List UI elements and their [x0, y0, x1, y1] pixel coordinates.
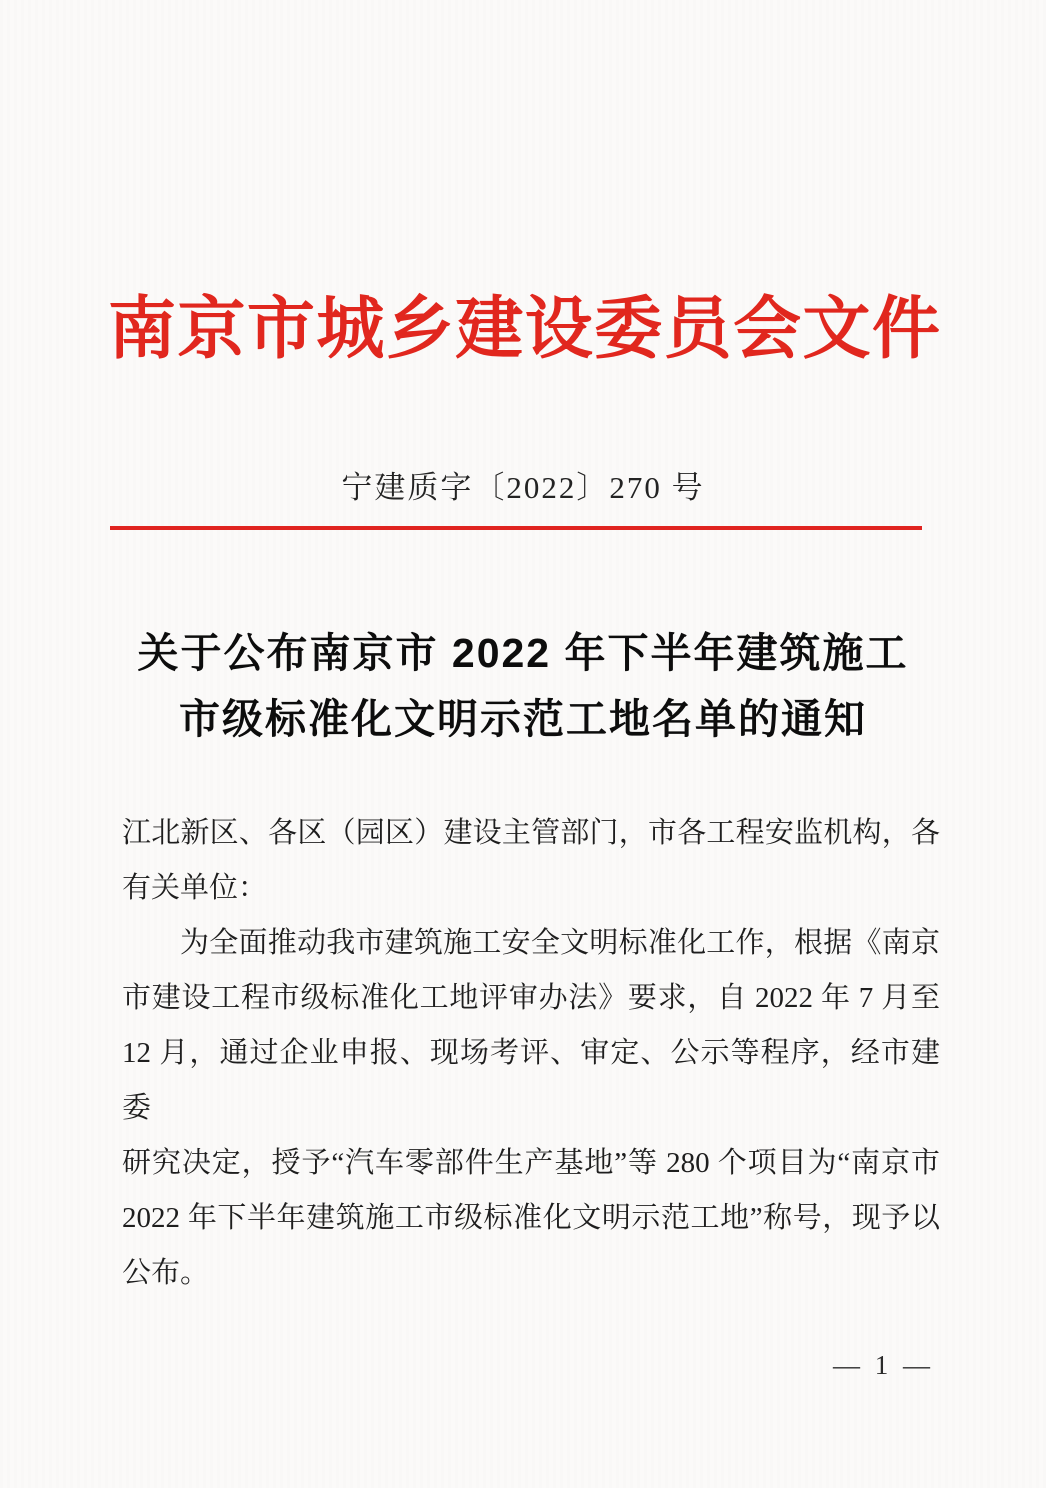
- red-separator-rule: [110, 526, 922, 530]
- body-line: 2022 年下半年建筑施工市级标准化文明示范工地”称号，现予以: [122, 1202, 940, 1234]
- body-line: 12 月，通过企业申报、现场考评、审定、公示等程序，经市建委: [122, 1037, 940, 1124]
- body-line: 有关单位：: [122, 872, 268, 904]
- page-number: — 1 —: [833, 1350, 934, 1380]
- red-header-org-title: 南 京 市 城 乡 建 设 委 员 会 文 件: [108, 291, 940, 367]
- body-line: 江北新区、各区（园区）建设主管部门，市各工程安监机构，各: [122, 817, 940, 849]
- body-text-block: [122, 806, 940, 1301]
- body-line: 为全面推动我市建筑施工安全文明标准化工作，根据《南京: [180, 927, 940, 959]
- body-line: 市建设工程市级标准化工地评审办法》要求，自 2022 年 7 月至: [122, 982, 940, 1014]
- document-title-line-2: 市级标准化文明示范工地名单的通知: [179, 696, 867, 742]
- document-reference-number: 宁建质字〔2022〕270 号: [341, 470, 705, 505]
- body-line: 公布。: [122, 1257, 210, 1289]
- body-line: 研究决定，授予“汽车零部件生产基地”等 280 个项目为“南京市: [122, 1147, 940, 1179]
- document-title-line-1: 关于公布南京市 2022 年下半年建筑施工: [137, 630, 909, 676]
